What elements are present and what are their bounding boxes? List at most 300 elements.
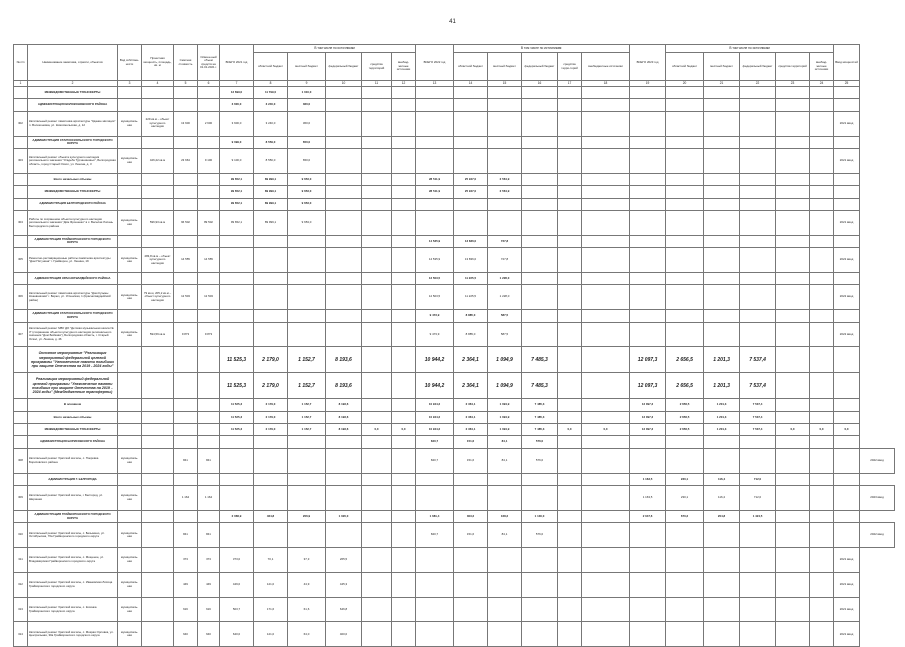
cell-value xyxy=(810,510,834,522)
cell-value: 3 600,0 xyxy=(220,111,254,136)
cell-value xyxy=(416,148,454,173)
cell-value xyxy=(558,510,582,522)
cell-value: 594,59 кв.м xyxy=(142,322,174,347)
cell-value xyxy=(834,436,860,448)
cell-value: 0,0 xyxy=(362,424,392,436)
cell-value xyxy=(288,322,326,347)
cell-value xyxy=(810,173,834,185)
cell-value: 8 193,6 xyxy=(326,373,362,399)
cell-value xyxy=(582,347,630,373)
cell-value: 616 xyxy=(174,597,198,622)
cell-value: 1 163,5 xyxy=(630,473,666,485)
cell-value xyxy=(740,173,776,185)
cell-value xyxy=(704,198,740,210)
cell-value: 3 240,0 xyxy=(254,111,288,136)
cell-value xyxy=(666,87,704,99)
cell-value xyxy=(776,186,810,198)
cell-value: 116,4 xyxy=(704,486,740,511)
row-number xyxy=(14,198,28,210)
cell-value xyxy=(558,210,582,235)
cell-value: 1 228,0 xyxy=(488,272,522,284)
cell-value xyxy=(630,322,666,347)
cell-value: 650,0 xyxy=(288,136,326,148)
cell-value xyxy=(810,210,834,235)
cell-value xyxy=(288,285,326,310)
cell-value: 587,5 xyxy=(488,322,522,347)
cell-value: 204,8 xyxy=(704,510,740,522)
cell-value xyxy=(810,572,834,597)
cell-value xyxy=(288,310,326,322)
cell-value xyxy=(582,235,630,247)
col-header: средства терри-торий xyxy=(558,53,582,81)
cell-value: 0,0 xyxy=(810,424,834,436)
cell-value xyxy=(630,235,666,247)
cell-value xyxy=(630,210,666,235)
cell-value xyxy=(558,148,582,173)
cell-value: 7 485,3 xyxy=(522,373,558,399)
section-row xyxy=(14,136,895,148)
cell-value xyxy=(558,136,582,148)
column-number: 17 xyxy=(558,81,582,87)
cell-value xyxy=(254,436,288,448)
cell-value xyxy=(288,486,326,511)
cell-value xyxy=(362,347,392,373)
cell-value: 1 201,3 xyxy=(704,373,740,399)
cell-value xyxy=(704,111,740,136)
cell-value xyxy=(582,198,630,210)
cell-value: 8 193,6 xyxy=(326,424,362,436)
cell-value xyxy=(174,272,198,284)
cell-value xyxy=(454,111,488,136)
cell-value xyxy=(362,173,392,185)
cell-value xyxy=(142,510,174,522)
cell-value: 12 503 xyxy=(198,285,220,310)
cell-value: 8 193,6 xyxy=(326,347,362,373)
cell-value: 13 836,0 xyxy=(454,235,488,247)
cell-value: 650,0 xyxy=(288,148,326,173)
cell-value: муниципаль-ная xyxy=(118,597,142,622)
object-row xyxy=(14,285,895,310)
cell-value: 28 511,9 xyxy=(416,173,454,185)
object-row xyxy=(14,248,895,273)
section-row xyxy=(14,411,895,423)
cell-value: 121,0 xyxy=(254,572,288,597)
cell-value xyxy=(704,548,740,573)
cell-value: 727,8 xyxy=(488,235,522,247)
column-number: 16 xyxy=(522,81,558,87)
cell-value xyxy=(142,198,174,210)
cell-value xyxy=(582,572,630,597)
cell-value xyxy=(630,136,666,148)
cell-value xyxy=(834,347,860,373)
cell-value xyxy=(558,99,582,111)
cell-value xyxy=(174,136,198,148)
row-number xyxy=(14,399,28,411)
cell-value xyxy=(810,111,834,136)
cell-value xyxy=(454,572,488,597)
cell-value xyxy=(392,322,416,347)
cell-value: 11 525,3 xyxy=(220,347,254,373)
column-number: 12 xyxy=(392,81,416,87)
cell-value xyxy=(740,272,776,284)
cell-value xyxy=(630,285,666,310)
cell-value: 8 193,6 xyxy=(326,399,362,411)
row-number: 312 xyxy=(14,572,28,597)
cell-value: 2 564,9 xyxy=(488,173,522,185)
cell-value xyxy=(416,198,454,210)
cell-value: 151,6 xyxy=(454,448,488,473)
cell-value xyxy=(198,411,220,423)
cell-value xyxy=(810,87,834,99)
cell-value: 9 653,0 xyxy=(288,173,326,185)
cell-value xyxy=(118,310,142,322)
cell-value xyxy=(740,310,776,322)
cell-value xyxy=(582,99,630,111)
cell-value xyxy=(740,99,776,111)
cell-value xyxy=(362,210,392,235)
cell-value: 2021 ввод xyxy=(834,210,860,235)
cell-value xyxy=(220,285,254,310)
cell-value: 10 944,2 xyxy=(416,347,454,373)
cell-value: 712,0 xyxy=(740,486,776,511)
cell-value xyxy=(288,448,326,473)
cell-value xyxy=(488,148,522,173)
cell-value: 12 097,3 xyxy=(630,399,666,411)
col-header: областной бюджет xyxy=(666,53,704,81)
row-number: 307 xyxy=(14,322,28,347)
cell-value xyxy=(834,411,860,423)
row-number: 309 xyxy=(14,486,28,511)
cell-value xyxy=(776,235,810,247)
cell-value xyxy=(740,248,776,273)
cell-value xyxy=(740,186,776,198)
cell-value xyxy=(522,622,558,647)
cell-value xyxy=(666,448,704,473)
cell-value xyxy=(558,572,582,597)
cell-value: 14 555 xyxy=(174,248,198,273)
object-row xyxy=(14,448,895,473)
cell-value xyxy=(326,136,362,148)
cell-value xyxy=(666,198,704,210)
cell-value: 151,6 xyxy=(454,436,488,448)
row-name: Капитальный ремонт памятника архитектуры "Дом Кузьмы Кожевникова" г. Бирюч, ул. Успенская, 1 (Красногвардейский район) xyxy=(28,285,118,310)
cell-value xyxy=(630,523,666,548)
cell-value xyxy=(776,622,810,647)
section-row xyxy=(14,235,895,247)
cell-value xyxy=(776,111,810,136)
cell-value xyxy=(362,136,392,148)
cell-value xyxy=(142,99,174,111)
cell-value: 2 179,0 xyxy=(254,411,288,423)
cell-value xyxy=(416,597,454,622)
cell-value xyxy=(392,210,416,235)
cell-value xyxy=(254,473,288,485)
cell-value: 1 152,7 xyxy=(288,347,326,373)
cell-value xyxy=(198,373,220,399)
cell-value xyxy=(630,272,666,284)
cell-value: 11 525,3 xyxy=(220,399,254,411)
cell-value: 265,5 xyxy=(326,548,362,573)
group-header: В том числе по источникам xyxy=(666,45,834,53)
cell-value: 503,7 xyxy=(220,597,254,622)
cell-value xyxy=(704,148,740,173)
cell-value xyxy=(776,411,810,423)
cell-value xyxy=(558,399,582,411)
cell-value: 12 699,0 xyxy=(220,87,254,99)
cell-value: 0,0 xyxy=(558,424,582,436)
row-number xyxy=(14,99,28,111)
cell-value xyxy=(392,411,416,423)
cell-value xyxy=(834,173,860,185)
cell-value xyxy=(522,111,558,136)
cell-value xyxy=(810,436,834,448)
cell-value xyxy=(704,310,740,322)
cell-value: 12 503,5 xyxy=(416,285,454,310)
cell-value: 12 097,3 xyxy=(630,347,666,373)
object-row xyxy=(14,572,895,597)
column-number: 19 xyxy=(630,81,666,87)
cell-value xyxy=(740,448,776,473)
cell-value xyxy=(362,99,392,111)
row-number xyxy=(14,186,28,198)
cell-value xyxy=(326,87,362,99)
cell-value: 8 559,0 xyxy=(254,136,288,148)
cell-value xyxy=(392,136,416,148)
cell-value xyxy=(630,572,666,597)
row-number: 302 xyxy=(14,111,28,136)
cell-value: муниципаль-ная xyxy=(118,111,142,136)
cell-value xyxy=(326,173,362,185)
cell-value xyxy=(142,373,174,399)
cell-value xyxy=(362,272,392,284)
cell-value: 2 656,5 xyxy=(666,411,704,423)
cell-value xyxy=(174,373,198,399)
cell-value xyxy=(392,310,416,322)
cell-value xyxy=(522,148,558,173)
cell-value xyxy=(142,448,174,473)
cell-value xyxy=(198,473,220,485)
cell-value xyxy=(326,111,362,136)
cell-value: 1 201,3 xyxy=(704,399,740,411)
cell-value xyxy=(392,473,416,485)
cell-value xyxy=(582,411,630,423)
cell-value xyxy=(834,310,860,322)
cell-value xyxy=(142,173,174,185)
cell-value xyxy=(362,448,392,473)
cell-value xyxy=(522,548,558,573)
cell-value xyxy=(392,198,416,210)
cell-value xyxy=(834,198,860,210)
section-row xyxy=(14,173,895,185)
cell-value xyxy=(362,548,392,573)
cell-value xyxy=(522,210,558,235)
cell-value xyxy=(392,186,416,198)
cell-value: 230,1 xyxy=(666,486,704,511)
row-name: АДМИНИСТРАЦИЯ ВОЛОКОНОВСКОГО РАЙОНА xyxy=(28,99,118,111)
cell-value: 2021 ввод xyxy=(834,111,860,136)
cell-value xyxy=(704,523,740,548)
cell-value xyxy=(704,597,740,622)
cell-value: 12 503,5 xyxy=(416,272,454,284)
cell-value: 84,1 xyxy=(488,436,522,448)
cell-value xyxy=(254,248,288,273)
row-number xyxy=(14,87,28,99)
cell-value xyxy=(142,272,174,284)
cell-value: 8 885,0 xyxy=(454,322,488,347)
cell-value xyxy=(118,411,142,423)
row-name: Реализация мероприятий федеральной целевой программы "Увековечение памяти погибших при защите Отечества на 2019 – 2024 годы" (Межбюджетные трансферты) xyxy=(28,373,118,399)
cell-value: 373 xyxy=(174,548,198,573)
cell-value xyxy=(558,548,582,573)
cell-value: 373,0 xyxy=(220,548,254,573)
cell-value: 2 179,0 xyxy=(254,373,288,399)
cell-value xyxy=(740,523,776,548)
cell-value xyxy=(740,597,776,622)
cell-value xyxy=(630,186,666,198)
cell-value: 2 364,1 xyxy=(454,411,488,423)
cell-value xyxy=(834,272,860,284)
col-header: внебюджетные источники xyxy=(582,53,630,81)
cell-value xyxy=(198,186,220,198)
cell-value: 11 225,5 xyxy=(454,272,488,284)
cell-value xyxy=(834,99,860,111)
cell-value xyxy=(488,87,522,99)
cell-value xyxy=(666,111,704,136)
cell-value xyxy=(776,373,810,399)
col-header: средства территорий xyxy=(362,53,392,81)
row-name: Капитальный ремонт братской могилы, с. Козинка Грайворонского городского округа xyxy=(28,597,118,622)
cell-value xyxy=(558,622,582,647)
cell-value xyxy=(118,473,142,485)
cell-value xyxy=(454,148,488,173)
col-header: средства территорий xyxy=(776,53,810,81)
cell-value xyxy=(582,248,630,273)
cell-value: 1 201,3 xyxy=(704,411,740,423)
cell-value: 1 201,3 xyxy=(704,424,740,436)
cell-value xyxy=(582,210,630,235)
cell-value xyxy=(522,186,558,198)
cell-value xyxy=(142,622,174,647)
cell-value xyxy=(704,210,740,235)
cell-value xyxy=(254,285,288,310)
cell-value xyxy=(582,597,630,622)
row-number xyxy=(14,373,28,399)
cell-value xyxy=(174,198,198,210)
cell-value xyxy=(834,510,860,522)
cell-value xyxy=(118,235,142,247)
cell-value xyxy=(522,572,558,597)
cell-value: 11 525,3 xyxy=(220,424,254,436)
cell-value xyxy=(666,597,704,622)
cell-value xyxy=(326,436,362,448)
cell-value xyxy=(362,486,392,511)
cell-value xyxy=(834,186,860,198)
cell-value xyxy=(220,248,254,273)
cell-value xyxy=(776,399,810,411)
cell-value: 64,0 xyxy=(288,622,326,647)
cell-value: муниципаль-ная xyxy=(118,148,142,173)
cell-value xyxy=(776,173,810,185)
cell-value xyxy=(254,272,288,284)
column-number: 8 xyxy=(254,81,288,87)
cell-value: 1 130,0 xyxy=(522,510,558,522)
cell-value xyxy=(810,486,834,511)
cell-value xyxy=(142,87,174,99)
column-number: 14 xyxy=(454,81,488,87)
cell-value: муниципаль-ная xyxy=(118,322,142,347)
cell-value xyxy=(776,87,810,99)
cell-value xyxy=(704,136,740,148)
cell-value xyxy=(454,548,488,573)
cell-value xyxy=(288,235,326,247)
cell-value xyxy=(118,510,142,522)
cell-value xyxy=(582,310,630,322)
row-name: Основное мероприятие "Реализация мероприятий федеральной целевой программы "Увековечение памяти погибших при защите Отечества на 2019 - 2024 годы" xyxy=(28,347,118,373)
cell-value xyxy=(254,322,288,347)
row-name: Капитальный ремонт братской могилы, с. Безымено, ул. Октябрьская, 76а Грайворонского городского округа xyxy=(28,523,118,548)
cell-value xyxy=(174,347,198,373)
cell-value xyxy=(834,87,860,99)
cell-value xyxy=(522,99,558,111)
cell-value xyxy=(392,272,416,284)
cell-value: 2 564,9 xyxy=(488,186,522,198)
column-number: 3 xyxy=(118,81,142,87)
cell-value: 37,3 xyxy=(288,548,326,573)
cell-value xyxy=(522,248,558,273)
cell-value xyxy=(776,248,810,273)
cell-value: 9 653,0 xyxy=(288,186,326,198)
cell-value: 13 836,0 xyxy=(454,248,488,273)
cell-value xyxy=(288,248,326,273)
cell-value xyxy=(326,448,362,473)
cell-value xyxy=(118,198,142,210)
cell-value: 14 535,9 xyxy=(416,235,454,247)
cell-value xyxy=(834,448,860,473)
section-row xyxy=(14,473,895,485)
cell-value xyxy=(254,486,288,511)
cell-value xyxy=(558,486,582,511)
cell-value xyxy=(666,285,704,310)
cell-value xyxy=(666,572,704,597)
cell-value: 99 652,1 xyxy=(220,186,254,198)
cell-value xyxy=(666,548,704,573)
cell-value: муниципаль-ная xyxy=(118,622,142,647)
cell-value xyxy=(416,473,454,485)
cell-value: 1 681,4 xyxy=(416,510,454,522)
cell-value xyxy=(810,347,834,373)
cell-value xyxy=(630,99,666,111)
cell-value: 841 xyxy=(198,523,220,548)
row-number xyxy=(14,310,28,322)
cell-value xyxy=(416,572,454,597)
cell-value xyxy=(220,310,254,322)
col-header: областной бюджет xyxy=(454,53,488,81)
cell-value xyxy=(326,272,362,284)
column-number: 21 xyxy=(704,81,740,87)
cell-value xyxy=(776,310,810,322)
col-header: областной бюджет xyxy=(254,53,288,81)
cell-value: 2 656,5 xyxy=(666,424,704,436)
cell-value: 727,8 xyxy=(488,248,522,273)
cell-value xyxy=(488,473,522,485)
cell-value: 1 424,5 xyxy=(740,510,776,522)
section-row xyxy=(14,272,895,284)
cell-value xyxy=(834,486,860,511)
group-header: В том числе по источникам: xyxy=(454,45,630,53)
cell-value xyxy=(810,99,834,111)
cell-value xyxy=(362,198,392,210)
cell-value: 84,1 xyxy=(488,523,522,548)
